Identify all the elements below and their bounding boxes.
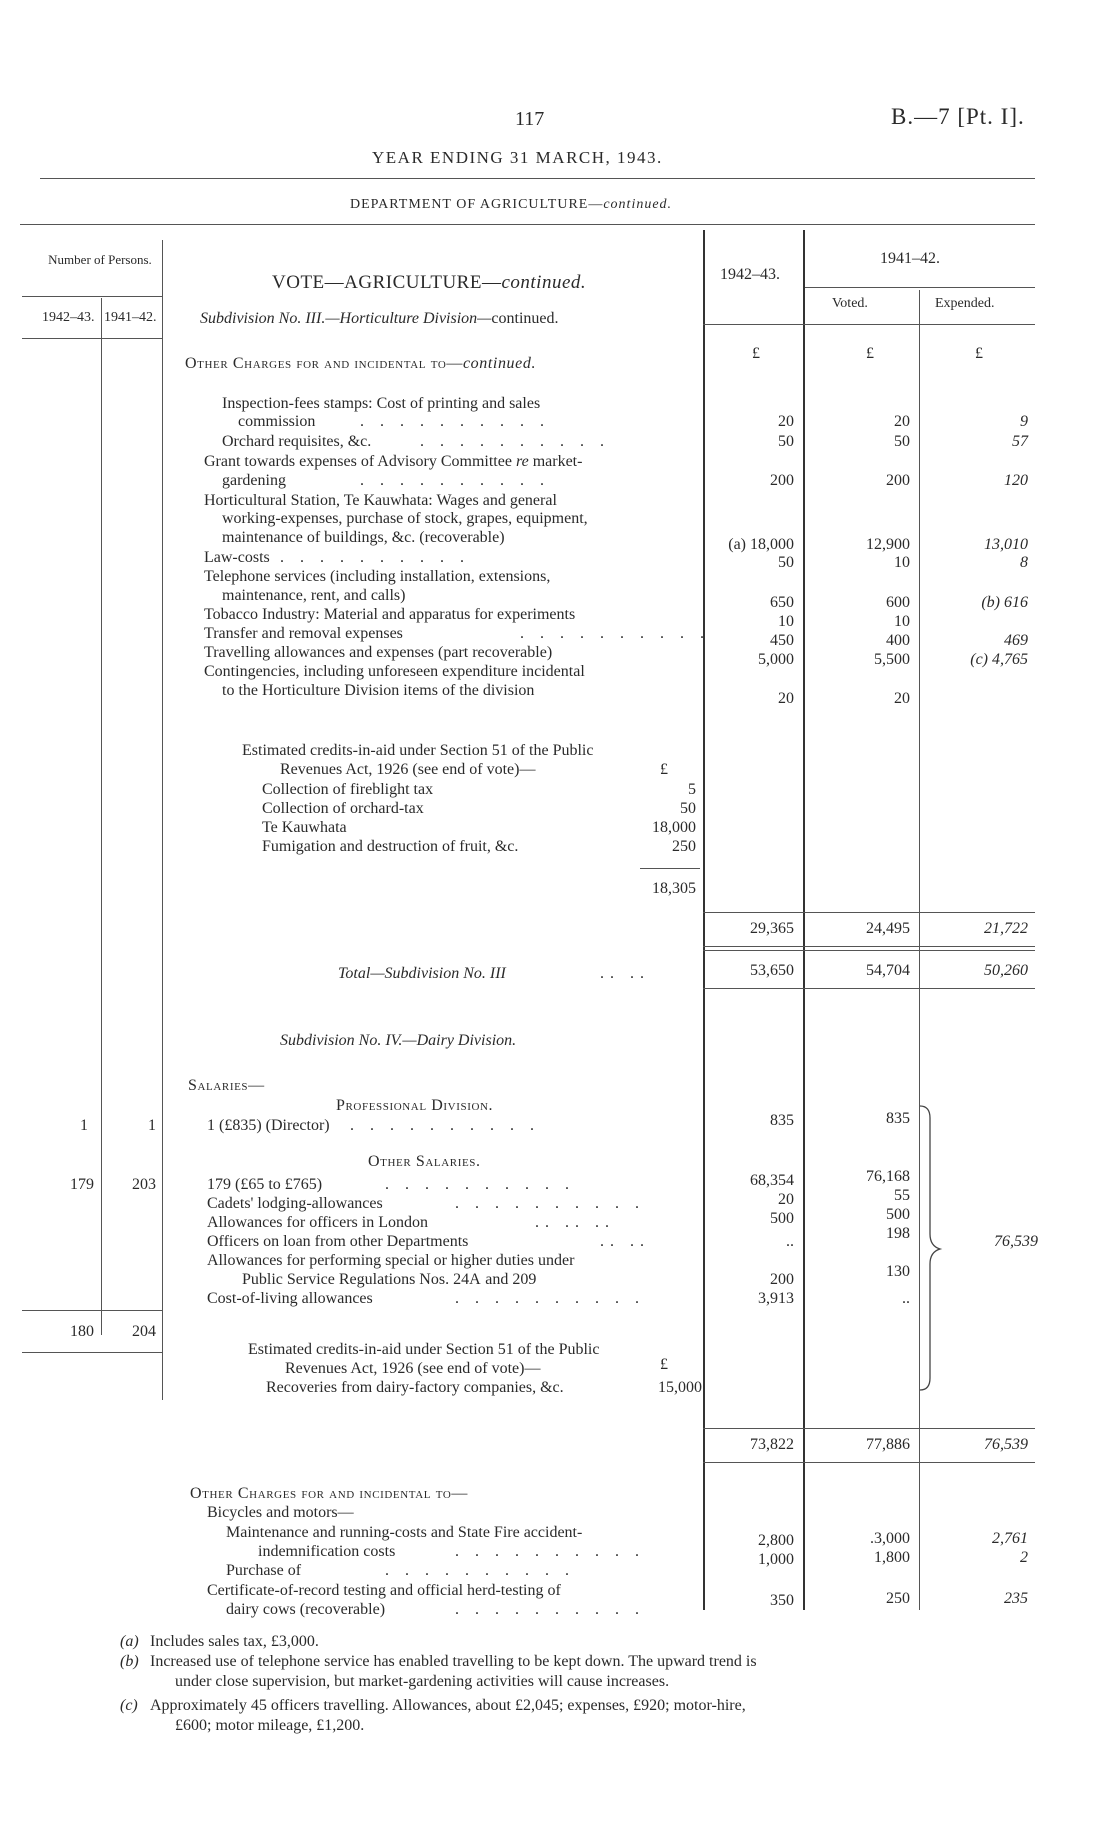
item-horticultural-line3: maintenance of buildings, &c. (recoverable) [222, 529, 505, 546]
oc-value-expended: 2 [1020, 1549, 1028, 1566]
value-1942: 200 [770, 472, 794, 489]
other-charges-iv-heading: Other Charges for and incidental to— [190, 1485, 468, 1502]
persons-director-1942: 1 [80, 1117, 88, 1134]
item-contingencies-line1: Contingencies, including unforeseen expenditure incidental [204, 663, 585, 680]
footnote-b-mark: (b) [120, 1653, 139, 1670]
leader-dots: .. .. [600, 1233, 650, 1250]
oc-value-voted: 1,800 [874, 1549, 910, 1566]
pound-sign-voted: £ [866, 345, 874, 362]
leader-dots: . . . . . . . . . . [385, 1176, 575, 1193]
salaries-total-expended: 76,539 [984, 1436, 1028, 1453]
item-telephone-line1: Telephone services (including installation, extensions, [204, 568, 551, 585]
subtotal-iii-voted: 24,495 [866, 920, 910, 937]
other-charges-heading: Other Charges for and incidental to—continued. [185, 355, 537, 372]
total-iii-voted: 54,704 [866, 962, 910, 979]
persons-salaries-1942: 179 [70, 1176, 94, 1193]
item-travelling: Travelling allowances and expenses (part recoverable) [204, 644, 553, 661]
salary-value-voted: 198 [886, 1225, 910, 1242]
footnote-c-line2: £600; motor mileage, £1,200. [175, 1717, 365, 1734]
credit-item-label: Te Kauwhata [262, 819, 347, 836]
persons-col-1941: 1941–42. [104, 310, 157, 325]
header-1941-rule [805, 287, 1035, 288]
credits-iv-pound: £ [660, 1356, 668, 1373]
subdivision-iv-heading: Subdivision No. IV.—Dairy Division. [280, 1032, 517, 1049]
salary-cost-of-living: Cost-of-living allowances [207, 1290, 373, 1307]
total-iii-rule [703, 988, 1035, 989]
credits-iii-line1: Estimated credits-in-aid under Section 51 of the Public [242, 742, 594, 759]
credit-item-value: 250 [672, 838, 696, 855]
subtotal-iii-expended: 21,722 [984, 920, 1028, 937]
footnote-a-mark: (a) [120, 1633, 139, 1650]
value-voted: 20 [894, 413, 910, 430]
value-voted: 200 [886, 472, 910, 489]
oc-bicycles: Bicycles and motors— [207, 1504, 354, 1521]
col-1941-header: 1941–42. [880, 250, 940, 267]
value-1942: 50 [778, 554, 794, 571]
footnote-c-mark: (c) [120, 1697, 138, 1714]
oc-value-expended: 2,761 [992, 1530, 1028, 1547]
salary-cadets: Cadets' lodging-allowances [207, 1195, 383, 1212]
item-law-costs: Law-costs [204, 549, 270, 566]
salary-value-voted: 76,168 [866, 1168, 910, 1185]
expended-header: Expended. [935, 296, 995, 311]
value-voted: 600 [886, 594, 910, 611]
salary-179: 179 (£65 to £765) [207, 1176, 323, 1193]
credit-item-value: 50 [680, 800, 696, 817]
credit-item-value: 5 [688, 781, 696, 798]
persons-right-border [162, 240, 163, 1400]
value-1942: 5,000 [758, 651, 794, 668]
item-inspection-line2: commission [238, 413, 316, 430]
leader-dots: . . . . . . . . . . [520, 625, 710, 642]
persons-subheader-rule [22, 338, 162, 339]
leader-dots: . . . . . . . . . . [350, 1117, 540, 1134]
year-heading: YEAR ENDING 31 MARCH, 1943. [372, 148, 663, 167]
total-iii-1942: 53,650 [750, 962, 794, 979]
page-number: 117 [515, 108, 545, 130]
salaries-heading: Salaries— [188, 1077, 265, 1094]
pound-sign-1942: £ [752, 345, 760, 362]
item-horticultural-line1: Horticultural Station, Te Kauwhata: Wages and general [204, 492, 557, 509]
credits-iii-sum-rule [640, 868, 700, 869]
value-expended: (b) 616 [981, 594, 1028, 611]
other-salaries-heading: Other Salaries. [368, 1153, 481, 1170]
item-telephone-line2: maintenance, rent, and calls) [222, 587, 406, 604]
credit-item-label: Fumigation and destruction of fruit, &c. [262, 838, 519, 855]
value-1942: 650 [770, 594, 794, 611]
professional-division-heading: Professional Division. [336, 1097, 494, 1114]
persons-total-bottom-rule [22, 1352, 162, 1353]
value-expended: 120 [1004, 472, 1028, 489]
value-expended: 57 [1012, 433, 1028, 450]
credits-iv-line1: Estimated credits-in-aid under Section 51 of the Public [248, 1341, 600, 1358]
salary-value-1942: 200 [770, 1271, 794, 1288]
col-1942-header: 1942–43. [720, 266, 780, 283]
leader-dots: .. .. [600, 965, 650, 982]
persons-total-1941: 204 [132, 1323, 156, 1340]
salary-value-1942: 20 [778, 1191, 794, 1208]
leader-dots: . . . . . . . . . . [385, 1562, 575, 1579]
value-voted: 20 [894, 690, 910, 707]
leader-dots: .. .. .. [535, 1214, 615, 1231]
value-voted: 400 [886, 632, 910, 649]
oc-value-expended: 235 [1004, 1590, 1028, 1607]
column-header-rule [703, 324, 1035, 325]
vote-title: VOTE—AGRICULTURE—continued. [272, 272, 587, 293]
value-expended: (c) 4,765 [970, 651, 1028, 668]
leader-dots: . . . . . . . . . . [455, 1195, 645, 1212]
header-rule [40, 178, 1035, 179]
credits-iv-line2: Revenues Act, 1926 (see end of vote)— [285, 1360, 541, 1377]
value-voted: 12,900 [866, 536, 910, 553]
oc-certificate-line2: dairy cows (recoverable) [226, 1601, 386, 1618]
item-horticultural-line2: working-expenses, purchase of stock, grapes, equipment, [222, 510, 588, 527]
leader-dots: . . . . . . . . . . [420, 433, 610, 450]
total-iii-expended: 50,260 [984, 962, 1028, 979]
footnote-a: Includes sales tax, £3,000. [150, 1633, 319, 1650]
total-subdivision-iii-label: Total—Subdivision No. III [338, 965, 506, 982]
salary-value-1942: .. [786, 1233, 794, 1250]
director-voted: 835 [886, 1110, 910, 1127]
document-reference: B.—7 [Pt. I]. [891, 104, 1025, 129]
subdivision-iii-heading: Subdivision No. III.—Horticulture Division—continued. [200, 310, 559, 327]
leader-dots: . . . . . . . . . . [455, 1543, 645, 1560]
salary-director: 1 (£835) (Director) [207, 1117, 330, 1134]
oc-value-1942: 1,000 [758, 1551, 794, 1568]
salaries-total-voted: 77,886 [866, 1436, 910, 1453]
value-expended: 8 [1020, 554, 1028, 571]
subtotal-iii-1942: 29,365 [750, 920, 794, 937]
salaries-total-top-rule [703, 1428, 1035, 1429]
oc-value-1942: 350 [770, 1592, 794, 1609]
salaries-total-1942: 73,822 [750, 1436, 794, 1453]
credits-iii-line2: Revenues Act, 1926 (see end of vote)— [280, 761, 536, 778]
credit-item-label: Collection of orchard-tax [262, 800, 424, 817]
salary-london: Allowances for officers in London [207, 1214, 428, 1231]
value-expended: 9 [1020, 413, 1028, 430]
item-inspection-line1: Inspection-fees stamps: Cost of printing and sales [222, 395, 541, 412]
salary-special-line1: Allowances for performing special or higher duties under [207, 1252, 575, 1269]
persons-total-rule [22, 1310, 162, 1311]
value-1942: (a) 18,000 [728, 536, 794, 553]
oc-maintenance-line1: Maintenance and running-costs and State Fire accident- [226, 1524, 583, 1541]
credit-item-value: 18,000 [652, 819, 696, 836]
director-1942: 835 [770, 1112, 794, 1129]
persons-col-1942: 1942–43. [42, 310, 95, 325]
value-voted: 10 [894, 613, 910, 630]
value-1942: 450 [770, 632, 794, 649]
salary-value-1942: 3,913 [758, 1290, 794, 1307]
footnote-b-line2: under close supervision, but market-gardening activities will cause increases. [175, 1673, 670, 1690]
credits-iv-item: Recoveries from dairy-factory companies, &c. [266, 1379, 564, 1396]
oc-purchase: Purchase of [226, 1562, 302, 1579]
subtotal-iii-top-rule [703, 912, 1035, 913]
footnote-b-line1: Increased use of telephone service has enabled travelling to be kept down. The upward trend is [150, 1653, 757, 1670]
pound-sign-expended: £ [975, 345, 983, 362]
salary-value-voted: 500 [886, 1206, 910, 1223]
col-voted-left-border [803, 230, 805, 1610]
value-1942: 20 [778, 690, 794, 707]
col-1942-left-border [703, 230, 705, 1610]
value-expended: 469 [1004, 632, 1028, 649]
credits-iv-value: 15,000 [658, 1379, 702, 1396]
table-top-rule [20, 224, 1035, 225]
value-1942: 20 [778, 413, 794, 430]
credits-iii-pound: £ [660, 761, 668, 778]
persons-salaries-1941: 203 [132, 1176, 156, 1193]
oc-value-voted: .3,000 [870, 1530, 910, 1547]
item-grant-line2: gardening [222, 472, 286, 489]
value-1942: 50 [778, 433, 794, 450]
salary-value-voted: .. [902, 1290, 910, 1307]
department-heading: DEPARTMENT OF AGRICULTURE—continued. [350, 197, 673, 212]
item-tobacco: Tobacco Industry: Material and apparatus for experiments [204, 606, 576, 623]
item-contingencies-line2: to the Horticulture Division items of the division [222, 682, 535, 699]
leader-dots: . . . . . . . . . . [455, 1290, 645, 1307]
salary-value-1942: 500 [770, 1210, 794, 1227]
salary-value-voted: 130 [886, 1263, 910, 1280]
salaries-total-bottom-rule [703, 1462, 1035, 1463]
value-voted: 50 [894, 433, 910, 450]
value-expended: 13,010 [984, 536, 1028, 553]
number-of-persons-header: Number of Persons. [48, 252, 152, 267]
item-transfer: Transfer and removal expenses [204, 625, 403, 642]
salary-value-voted: 55 [894, 1187, 910, 1204]
credits-iii-total: 18,305 [652, 880, 696, 897]
leader-dots: . . . . . . . . . . [360, 413, 550, 430]
value-1942: 10 [778, 613, 794, 630]
subtotal-iii-bottom-rule [703, 946, 1035, 947]
salary-special-line2: Public Service Regulations Nos. 24A and 209 [242, 1271, 537, 1288]
leader-dots: . . . . . . . . . . [360, 472, 550, 489]
credit-item-label: Collection of fireblight tax [262, 781, 434, 798]
oc-maintenance-line2: indemnification costs [258, 1543, 396, 1560]
item-orchard: Orchard requisites, &c. [222, 433, 372, 450]
value-voted: 10 [894, 554, 910, 571]
oc-value-1942: 2,800 [758, 1532, 794, 1549]
oc-value-voted: 250 [886, 1590, 910, 1607]
persons-director-1941: 1 [148, 1117, 156, 1134]
leader-dots: . . . . . . . . . . [280, 549, 470, 566]
persons-header-rule [22, 296, 162, 297]
persons-total-1942: 180 [70, 1323, 94, 1340]
salary-value-1942: 68,354 [750, 1172, 794, 1189]
salaries-expended-total: 76,539 [994, 1233, 1038, 1250]
persons-divider [101, 298, 102, 1335]
subtotal-iii-double-rule [703, 950, 1035, 951]
value-voted: 5,500 [874, 651, 910, 668]
oc-certificate-line1: Certificate-of-record testing and official herd-testing of [207, 1582, 561, 1599]
leader-dots: . . . . . . . . . . [455, 1601, 645, 1618]
footnote-c-line1: Approximately 45 officers travelling. Allowances, about £2,045; expenses, £920; motor-hire, [150, 1697, 746, 1714]
voted-header: Voted. [832, 296, 868, 311]
item-grant-line1: Grant towards expenses of Advisory Committee re market- [204, 453, 583, 470]
salary-loan: Officers on loan from other Departments [207, 1233, 469, 1250]
